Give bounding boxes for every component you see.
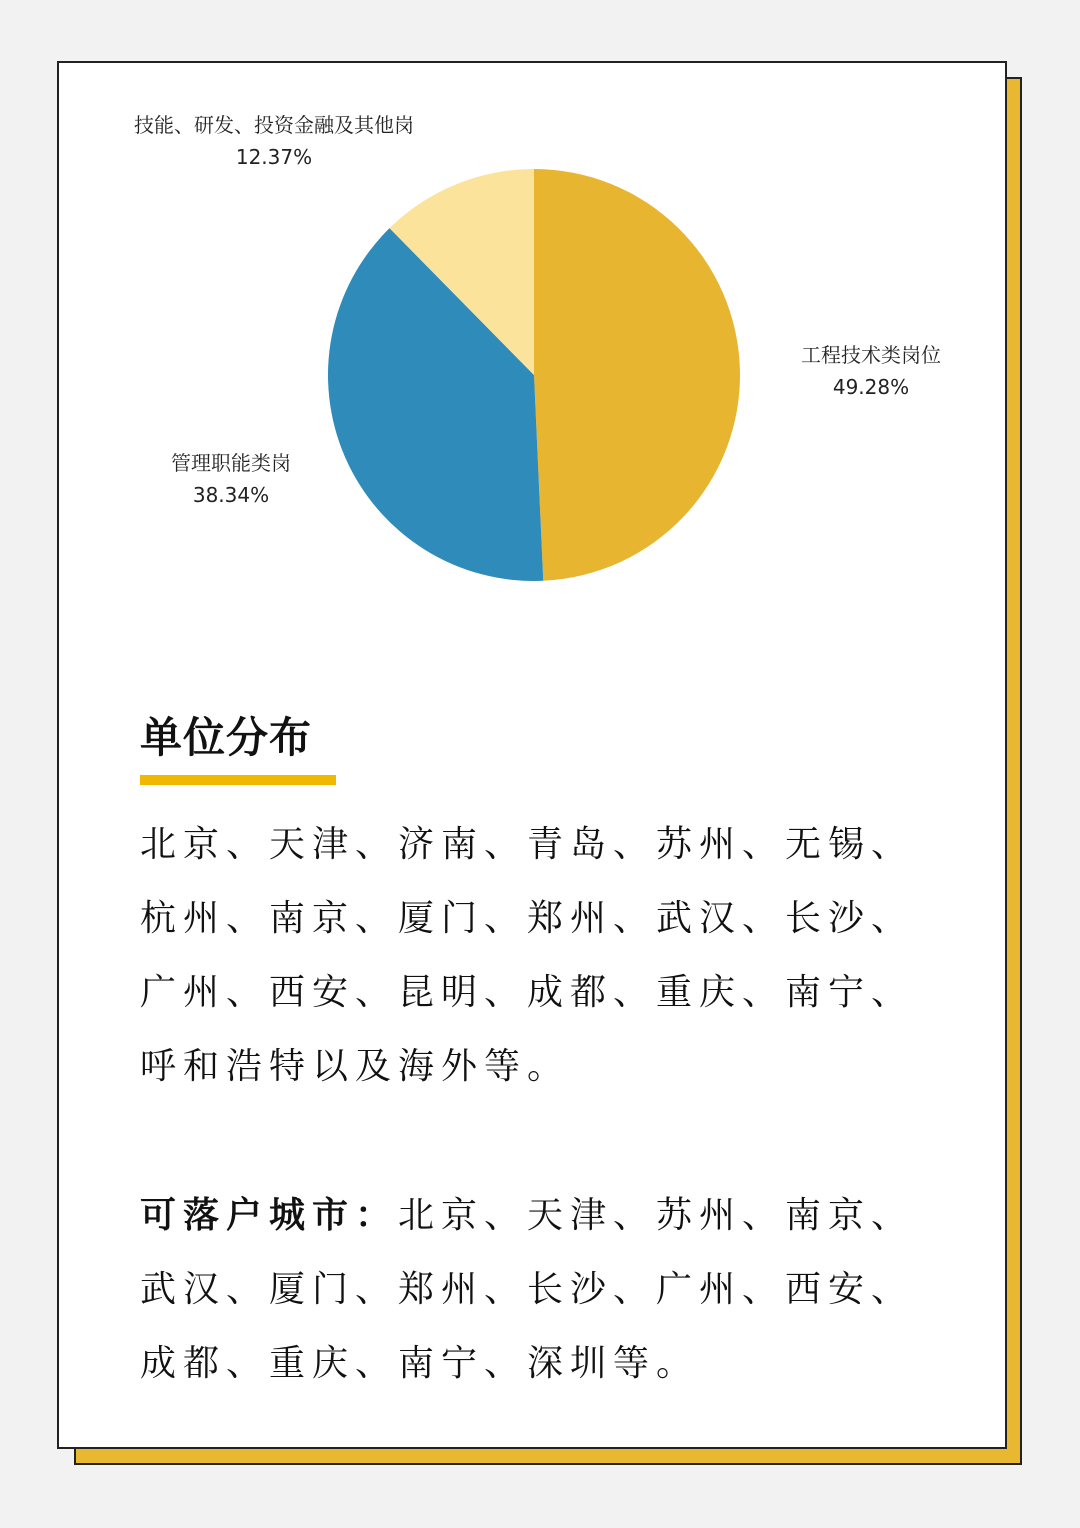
pie-label-other-name: 技能、研发、投资金融及其他岗: [134, 113, 414, 137]
units-paragraph: 北京、天津、济南、青岛、苏州、无锡、杭州、南京、厦门、郑州、武汉、长沙、广州、西安、昆明、成都、重庆、南宁、呼和浩特以及海外等。: [140, 824, 915, 1087]
pie-label-management-percent: 38.34%: [192, 483, 270, 507]
pie-label-engineering-percent: 49.28%: [832, 375, 910, 399]
pie-label-other: [119, 109, 429, 173]
cities-label: 可落户城市：: [140, 1195, 399, 1236]
pie-label-other-percent: 12.37%: [235, 145, 313, 169]
title-underline: [140, 775, 336, 785]
pie-label-management-name: 管理职能类岗: [171, 451, 291, 475]
content-card: [57, 61, 1007, 1449]
cities-text: 北京、天津、苏州、南京、武汉、厦门、郑州、长沙、广州、西安、成都、重庆、南宁、深圳等。: [140, 1195, 915, 1384]
section-title: 单位分布: [140, 713, 313, 762]
pie-label-management: [141, 447, 321, 511]
pie-label-engineering-name: 工程技术类岗位: [801, 343, 941, 367]
cities-paragraph: [140, 1179, 950, 1401]
pie-label-engineering: [781, 339, 961, 403]
pie-slice-engineering: [534, 169, 740, 581]
